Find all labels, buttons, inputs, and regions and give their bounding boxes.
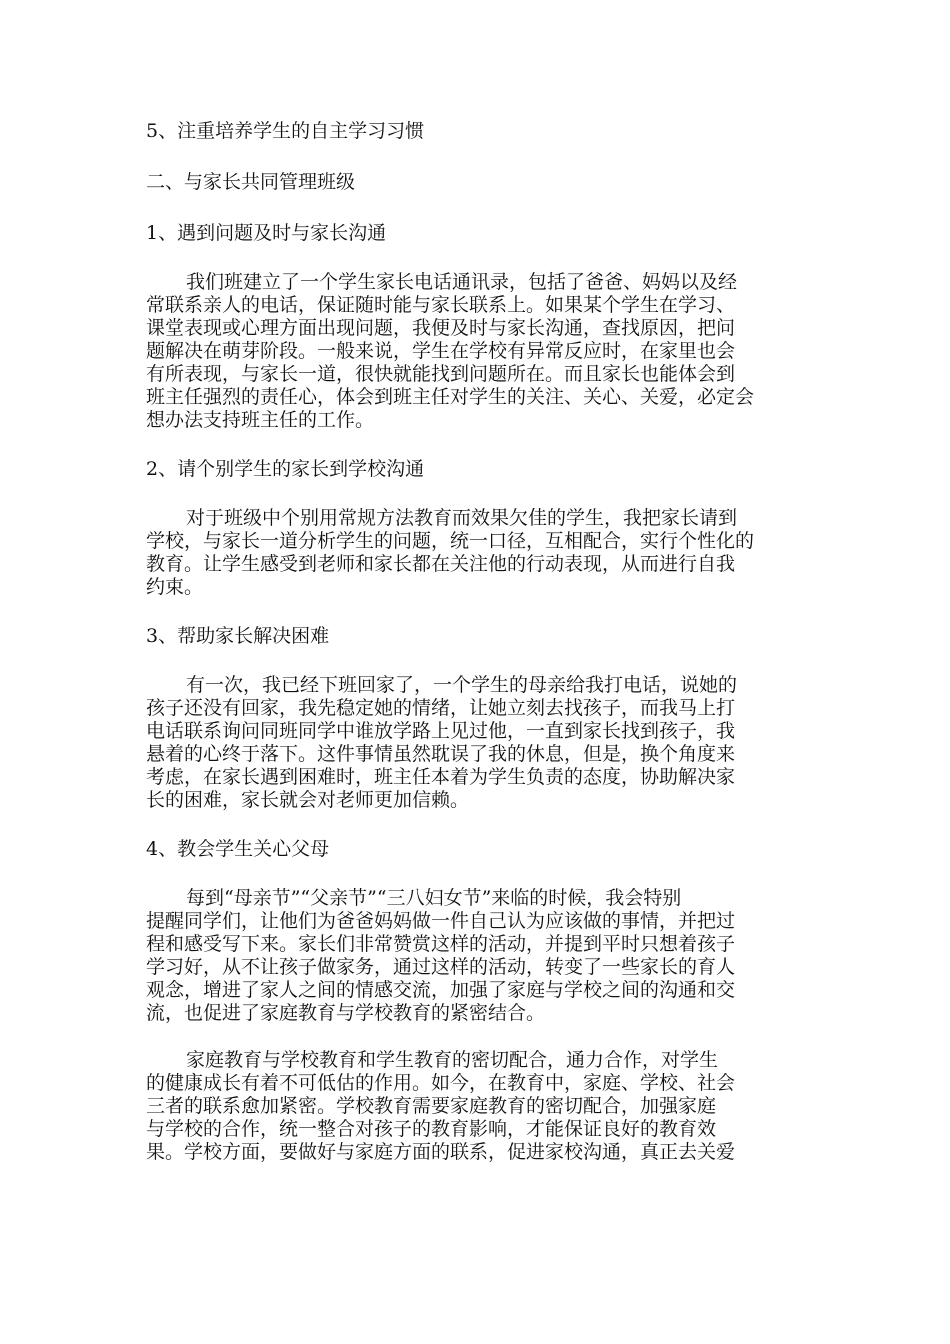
paragraph-line: 家庭教育与学校教育和学生教育的密切配合，通力合作，对学生: [186, 1049, 719, 1071]
paragraph-line: 与学校的合作，统一整合对孩子的教育影响，才能保证良好的教育效: [146, 1118, 717, 1140]
paragraph-line: 约束。: [146, 576, 204, 598]
paragraph-line: 孩子还没有回家，我先稳定她的情绪，让她立刻去找孩子，而我马上打: [146, 697, 736, 719]
paragraph-line: 教育。让学生感受到老师和家长都在关注他的行动表现，从而进行自我: [146, 553, 736, 575]
paragraph-line: 题解决在萌芽阶段。一般来说，学生在学校有异常反应时，在家里也会: [146, 340, 736, 362]
paragraph-line: 三者的联系愈加紧密。学校教育需要家庭教育的密切配合，加强家庭: [146, 1095, 717, 1117]
paragraph-line: 班主任强烈的责任心，体会到班主任对学生的关注、关心、关爱，必定会: [146, 386, 755, 408]
paragraph-line: 对于班级中个别用常规方法教育而效果欠佳的学生，我把家长请到: [186, 507, 738, 529]
paragraph-line: 考虑，在家长遇到困难时，班主任本着为学生负责的态度，协助解决家: [146, 766, 736, 788]
paragraph-line: 程和感受写下来。家长们非常赞赏这样的活动，并提到平时只想着孩子: [146, 933, 736, 955]
paragraph-line: 果。学校方面，要做好与家庭方面的联系，促进家校沟通，真正去关爱: [146, 1141, 736, 1163]
paragraph-line: 长的困难，家长就会对老师更加信赖。: [146, 789, 470, 811]
paragraph-line: 观念，增进了家人之间的情感交流，加强了家庭与学校之间的沟通和交: [146, 979, 736, 1001]
paragraph-line: 学校，与家长一道分析学生的问题，统一口径，互相配合，实行个性化的: [146, 530, 755, 552]
paragraph-line: 我们班建立了一个学生家长电话通讯录，包括了爸爸、妈妈以及经: [186, 271, 738, 293]
paragraph-home-school-cooperation: [146, 1049, 810, 1164]
section-heading-3-help-parents: 3、帮助家长解决困难: [146, 625, 330, 647]
paragraph-line: 课堂表现或心理方面出现问题，我便及时与家长沟通，查找原因，把问: [146, 317, 736, 339]
paragraph-phone-directory: [146, 271, 810, 432]
paragraph-line: 流，也促进了家庭教育与学校教育的紧密结合。: [146, 1002, 546, 1024]
paragraph-line: 每到“母亲节”“父亲节”“三八妇女节”来临的时候，我会特别: [186, 887, 682, 909]
paragraph-line: 的健康成长有着不可低估的作用。如今，在教育中，家庭、学校、社会: [146, 1072, 736, 1094]
paragraph-line: 有一次，我已经下班回家了，一个学生的母亲给我打电话，说她的: [186, 674, 738, 696]
paragraph-care-parents: [146, 887, 810, 1025]
paragraph-line: 有所表现，与家长一道，很快就能找到问题所在。而且家长也能体会到: [146, 363, 736, 385]
section-heading-1-communicate: 1、遇到问题及时与家长沟通: [146, 222, 387, 244]
paragraph-invite-parents: [146, 507, 810, 599]
section-heading-parent-management: 二、与家长共同管理班级: [146, 171, 356, 193]
section-heading-2-invite-parents: 2、请个别学生的家长到学校沟通: [146, 458, 425, 480]
paragraph-line: 学习好，从不让孩子做家务，通过这样的活动，转变了一些家长的育人: [146, 956, 736, 978]
paragraph-line: 想办法支持班主任的工作。: [146, 409, 375, 431]
paragraph-line: 悬着的心终于落下。这件事情虽然耽误了我的休息，但是，换个角度来: [146, 743, 736, 765]
section-heading-5-autonomous-learning: 5、注重培养学生的自主学习习惯: [146, 120, 425, 142]
paragraph-help-parents: [146, 674, 810, 812]
document-content: [146, 118, 810, 1188]
paragraph-line: 提醒同学们，让他们为爸爸妈妈做一件自己认为应该做的事情，并把过: [146, 910, 736, 932]
section-heading-4-care-parents: 4、教会学生关心父母: [146, 838, 330, 860]
paragraph-line: 电话联系询问同班同学中谁放学路上见过他，一直到家长找到孩子，我: [146, 720, 736, 742]
paragraph-line: 常联系亲人的电话，保证随时能与家长联系上。如果某个学生在学习、: [146, 294, 736, 316]
